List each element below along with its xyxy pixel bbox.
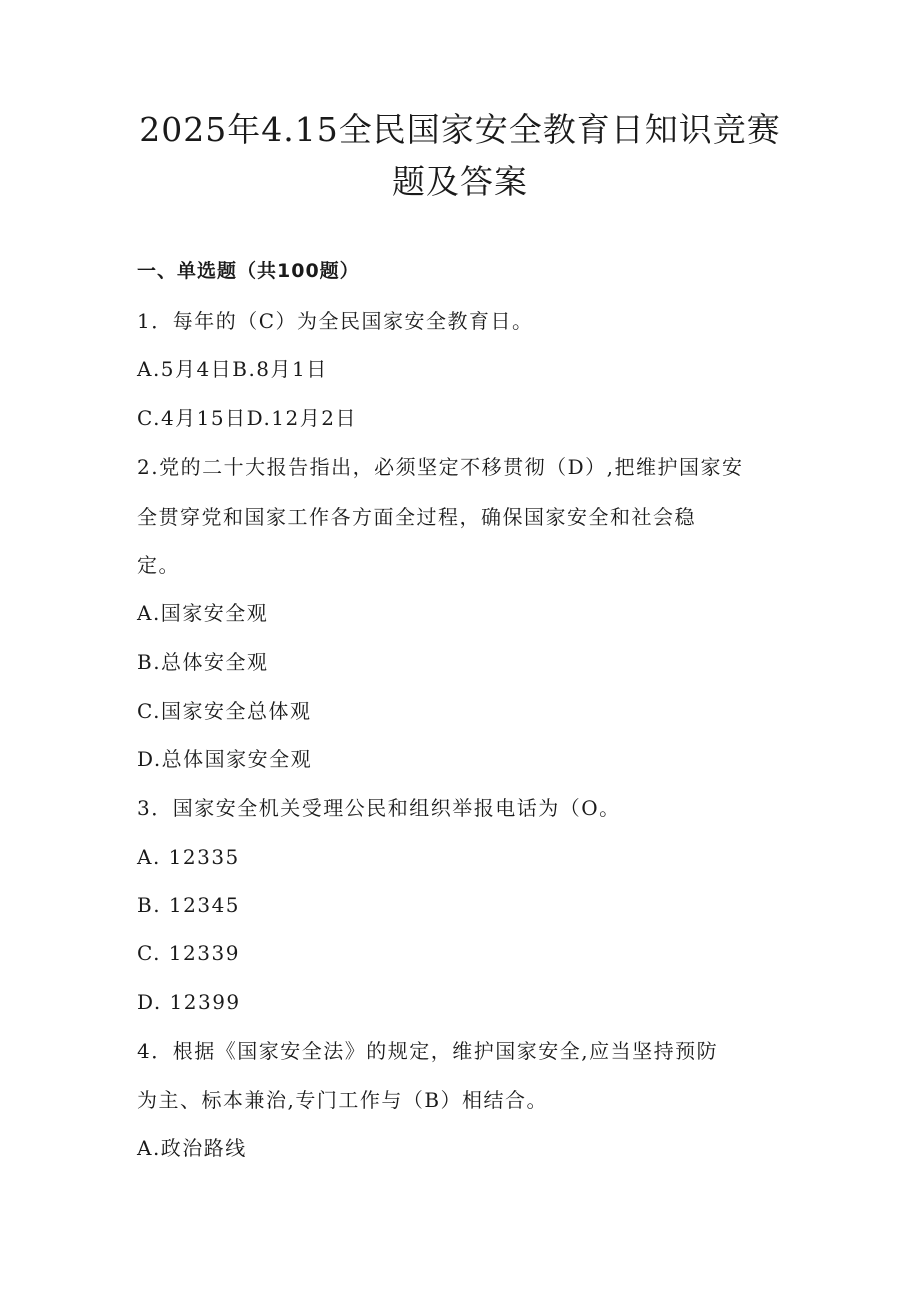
document-title-line-1: 2025年4.15全民国家安全教育日知识竞赛 [139, 110, 781, 149]
question-2-line-1: 2.党的二十大报告指出，必须坚定不移贯彻（D）,把维护国家安 [137, 455, 744, 479]
question-1: 1．每年的（C）为全民国家安全教育日。 [137, 309, 534, 333]
question-3-option-b: B. 12345 [137, 893, 241, 917]
question-2-option-b: B.总体安全观 [137, 650, 269, 674]
question-2-line-3: 定。 [137, 553, 180, 577]
question-2-option-c: C.国家安全总体观 [137, 699, 312, 723]
question-2-line-2: 全贯穿党和国家工作各方面全过程，确保国家安全和社会稳 [137, 505, 696, 529]
question-3: 3．国家安全机关受理公民和组织举报电话为（O。 [137, 796, 621, 820]
question-3-option-c: C. 12339 [137, 941, 240, 965]
document-title-line-2: 题及答案 [392, 162, 528, 201]
question-4-line-2: 为主、标本兼治,专门工作与（B）相结合。 [137, 1088, 549, 1112]
question-2-option-d: D.总体国家安全观 [137, 747, 313, 771]
question-2-option-a: A.国家安全观 [137, 601, 269, 625]
section-heading: 一、单选题（共100题） [137, 260, 360, 282]
question-1-options-cd: C.4月15日D.12月2日 [137, 406, 357, 430]
question-1-options-ab: A.5月4日B.8月1日 [137, 357, 328, 381]
question-4-option-a: A.政治路线 [137, 1136, 247, 1160]
question-4-line-1: 4．根据《国家安全法》的规定，维护国家安全,应当坚持预防 [137, 1039, 719, 1063]
question-3-option-a: A. 12335 [137, 845, 240, 869]
question-3-option-d: D. 12399 [137, 990, 241, 1014]
